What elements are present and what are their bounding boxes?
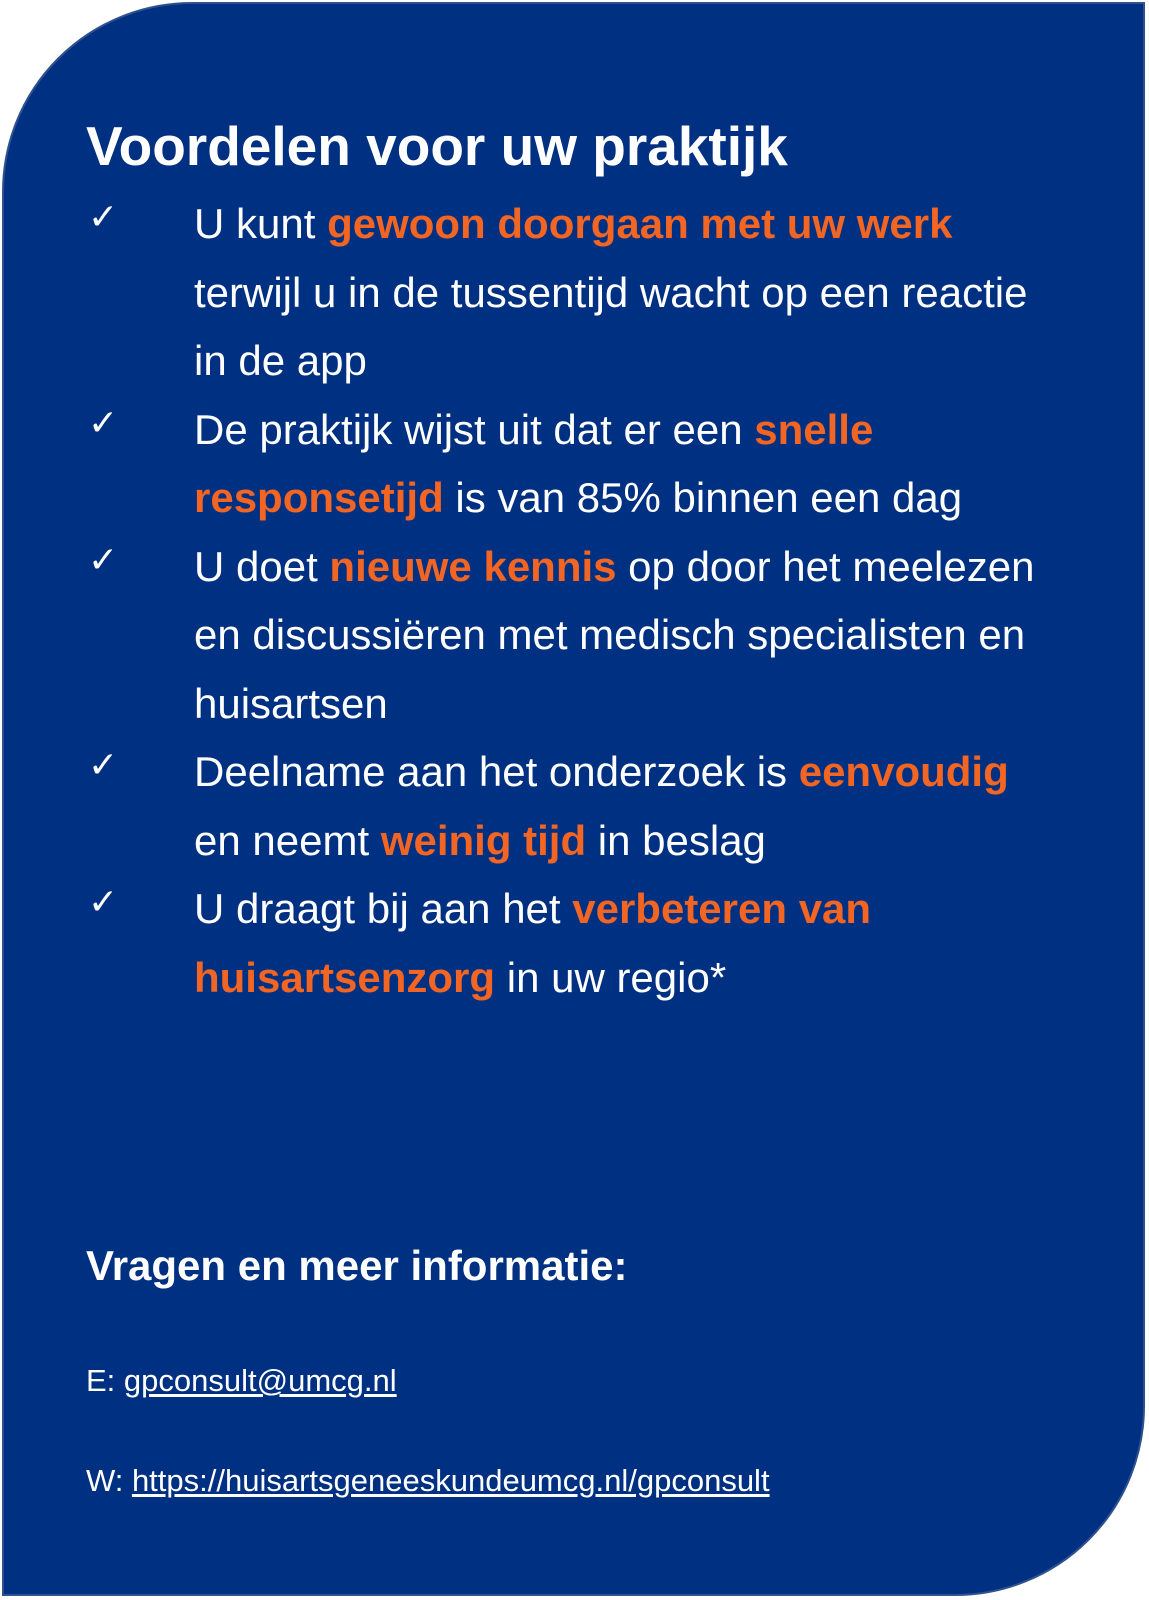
benefit-text: U doet — [194, 542, 330, 590]
benefit-text: is van 85% binnen een dag — [443, 474, 963, 521]
benefit-item — [86, 190, 1046, 396]
benefit-text: De praktijk wijst uit dat er een — [194, 405, 755, 453]
checkmark-icon: ✓ — [88, 402, 119, 444]
benefit-text: in uw regio* — [495, 953, 727, 1001]
contact-web-line — [86, 1459, 770, 1503]
benefit-highlight: weinig tijd — [380, 816, 587, 864]
benefit-highlight: nieuwe kennis — [329, 542, 617, 590]
info-card — [2, 2, 1145, 1596]
checkmark-icon: ✓ — [88, 539, 119, 581]
benefit-text: U kunt — [194, 200, 328, 247]
benefit-item — [86, 396, 1046, 533]
benefit-item — [86, 875, 1046, 1012]
card-title: Voordelen voor uw praktijk — [86, 115, 788, 177]
email-link[interactable]: gpconsult@umcg.nl — [123, 1363, 397, 1398]
benefit-text: Deelname aan het onderzoek is — [194, 748, 799, 795]
benefit-highlight: gewoon doorgaan met uw werk — [327, 200, 953, 247]
benefit-text: U draagt bij aan het — [194, 885, 573, 932]
checkmark-icon: ✓ — [88, 882, 119, 923]
contact-heading: Vragen en meer informatie: — [86, 1242, 628, 1289]
benefit-highlight: eenvoudig — [798, 748, 1009, 795]
email-prefix: E: — [86, 1363, 124, 1398]
web-prefix: W: — [86, 1463, 132, 1498]
checkmark-icon: ✓ — [88, 197, 119, 238]
website-link[interactable]: https://huisartsgeneeskundeumcg.nl/gpconsult — [131, 1463, 770, 1498]
benefit-item — [86, 738, 1046, 875]
benefit-text: en neemt — [194, 816, 381, 864]
benefit-highlight: snelle responsetijd — [194, 405, 874, 521]
benefit-item — [86, 533, 1046, 739]
contact-email-line — [86, 1359, 397, 1403]
benefit-text: terwijl u in de tussentijd wacht op een reactie in de app — [194, 268, 1028, 384]
checkmark-icon: ✓ — [88, 745, 119, 786]
benefit-text: op door het meelezen en discussiëren met medisch specialisten en huisartsen — [194, 542, 1035, 727]
benefit-text: in beslag — [586, 816, 766, 864]
benefit-highlight: verbeteren van huisartsenzorg — [194, 885, 872, 1001]
benefits-list — [86, 190, 1046, 1012]
